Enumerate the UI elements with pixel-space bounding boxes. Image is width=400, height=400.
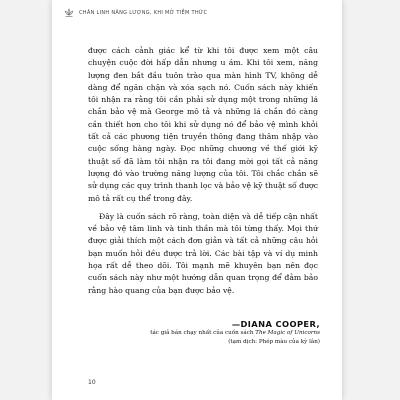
author-credit-prefix: tác giả bán chạy nhất của cuốn sách xyxy=(150,330,256,336)
page-number: 10 xyxy=(88,379,96,386)
book-page xyxy=(52,0,342,400)
running-header xyxy=(64,7,334,19)
author-name: —DIANA COOPER, xyxy=(231,319,320,329)
testimonial-signature xyxy=(150,319,320,347)
paragraph: Đây là cuốn sách rõ ràng, toàn diện và dễ tiếp cận nhất về bảo vệ tâm linh và tinh thần mà tôi từng thấy. Mọi thứ được giải thích một cách đơn giản và tất cả những câu hỏi bạn muốn hỏi đều được trả lời. Các bài tập và ví dụ minh họa rất dễ theo dõi. Tôi mạnh mẽ khuyên bạn nên đọc cuốn sách này như một hướng dẫn quan trọng để đảm bảo rằng hào quang của bạn được bảo vệ. xyxy=(88,211,318,295)
book-title-translation: (tạm dịch: Phép màu của kỳ lân) xyxy=(228,339,320,345)
running-title: CHÂN LINH NĂNG LƯỢNG, KHI MỞ TIỀM THỨC xyxy=(79,10,208,16)
book-title: The Magic of Unicorns xyxy=(255,330,320,336)
lotus-icon xyxy=(64,8,74,18)
author-credit xyxy=(150,329,320,338)
paragraph: được cách cảnh giác kể từ khi tôi được xem một câu chuyện cuộc đời hấp dẫn nhưng u ám. Khi tôi xem, năng lượng đen bắt đầu tuôn trào qua màn hình TV, không dễ dàng để ngăn chặn và xóa sạch nó. Cuốn sách này khiến tôi nhận ra rằng tôi cần phải sử dụng một trong những lá chắn bảo vệ mà George mô tả và những lá chắn đó càng cần thiết hơn cho tôi khi sử dụng nó để bảo vệ mình khỏi tất cả các phương tiện truyền thông đang thâm nhập vào cuộc sống hàng ngày. Đọc những chương về thế giới kỹ thuật số đã làm tôi nhận ra tôi đang mời gọi tất cả năng lượng đó vào trường năng lượng của tôi. Tôi chắc chắn sẽ sử dụng các quy trình thanh lọc và bảo vệ kỹ thuật số được mô tả rất cụ thể trong đây. xyxy=(88,46,318,203)
body-text xyxy=(88,45,318,297)
